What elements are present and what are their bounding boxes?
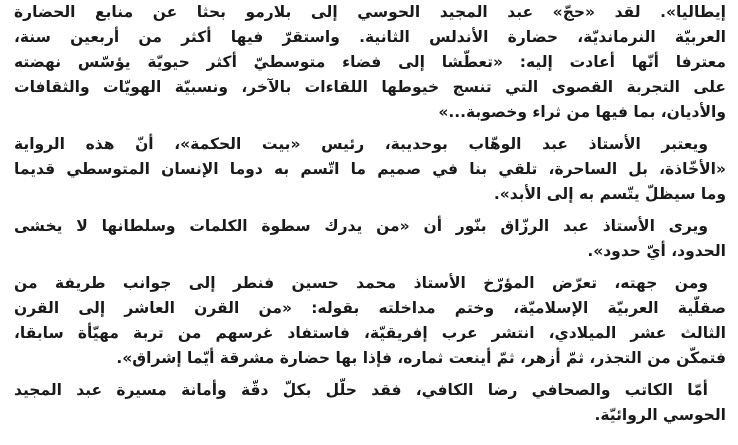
paragraph-palermo-civilization xyxy=(14,0,726,125)
text-line: إيطاليا». لقد «حجّ» عبد المجيد الحوسي إلى بلارمو بحثا عن منابع الحضارة xyxy=(14,3,726,21)
text-line: صقلّية العربيّة الإسلاميّة، وختم مداخلته بقوله: «من القرن العاشر إلى القرن xyxy=(14,299,726,317)
paragraph-fantar-quote xyxy=(14,271,726,371)
document-page xyxy=(14,0,726,445)
text-line: ويعتبر الأستاذ عبد الوهّاب بوحديبة، رئيس «بيت الحكمة»، أنّ هذه الرواية xyxy=(14,135,708,153)
text-line: «الأخّاذة، بل الساحرة، تلقي بنا في صميم ما اتّسم به دوما الإنسان المتوسطي قديما xyxy=(14,160,726,178)
text-line: أمّا الكاتب والصحافي رضا الكافي، فقد حلّل بكلّ دقّة وأمانة مسيرة عبد المجيد xyxy=(14,381,708,399)
text-line: والأديان، بما فيها من ثراء وخصوبة...» xyxy=(438,103,726,121)
text-line: فتمكّن من التجذر، ثمّ أزهر، ثمّ أينعت ثماره، فإذا بها حضارة مشرقة أيّما إشراق». xyxy=(116,349,726,367)
text-line: ومن جهته، تعرّض المؤرّخ الأستاذ محمد حسين فنطر إلى جوانب طريفة من xyxy=(14,274,708,292)
text-line: الثالث عشر الميلادي، انتشر عرب إفريقيّة، فاستفاد غرسهم من تربة مهيّأة سابقا، xyxy=(14,324,726,342)
text-line: الحوسي الروائيّة. xyxy=(594,406,726,424)
paragraph-kafi-analysis xyxy=(14,378,726,428)
text-line: على التجربة القصوى التي تنسج خيوطها اللقاءات بالآخر، ونسبيّة الهويّات والثقافات xyxy=(14,78,726,96)
text-line: وما سيظلّ يتّسم به إلى الأبد». xyxy=(493,185,726,203)
paragraph-bouhdiba-quote xyxy=(14,132,726,207)
text-line: معترفا أنّها أعادت إليه: «تعطّشا إلى فضاء متوسطيّ أكثر حيويّة يؤسّس نهضته xyxy=(14,53,726,71)
text-line: العربيّة النرمانديّة، حضارة الأندلس الثانية. واستقرّ فيها أكثر من أربعين سنة، xyxy=(14,28,726,46)
paragraph-bennour-quote xyxy=(14,214,726,264)
text-line: الحدود، أيّ حدود». xyxy=(587,242,726,260)
text-line: ويرى الأستاذ عبد الرزّاق بنّور أن «من يدرك سطوة الكلمات وسلطانها لا يخشى xyxy=(14,217,708,235)
